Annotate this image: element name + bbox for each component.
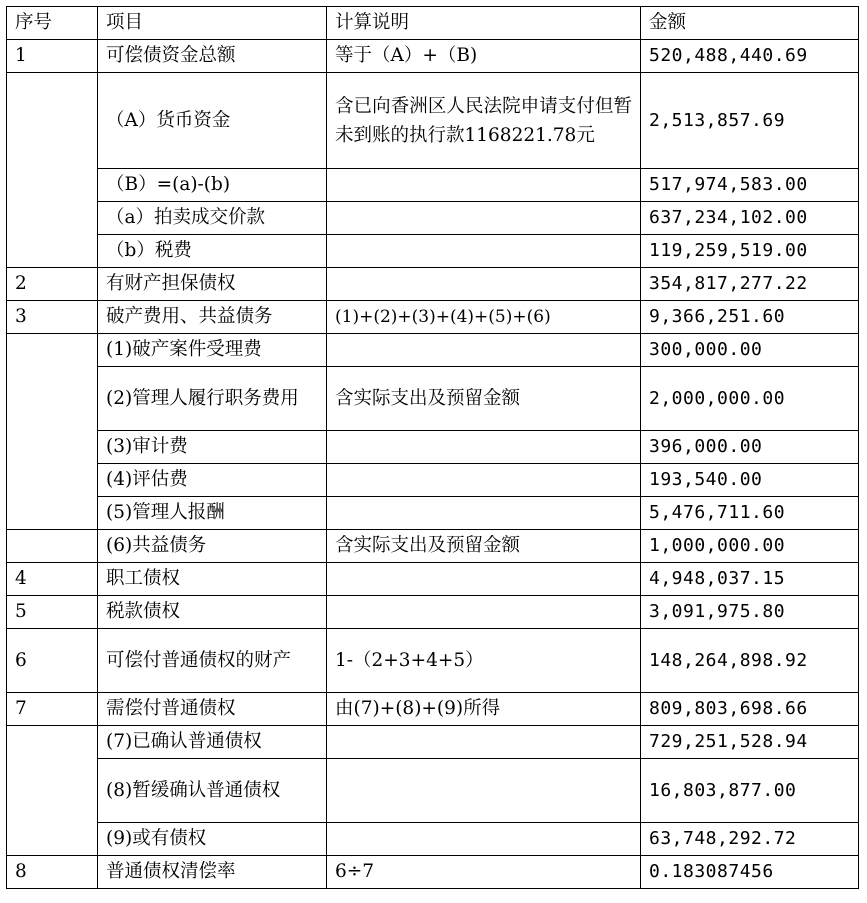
row-note: [327, 596, 641, 629]
row-amount: 63,748,292.72: [641, 823, 859, 856]
row-amount: 520,488,440.69: [641, 40, 859, 73]
table-row: [7, 759, 859, 823]
row-item: （A）货币资金: [98, 73, 327, 169]
row-note: [327, 202, 641, 235]
row-item: （b）税费: [98, 235, 327, 268]
header-row: [7, 7, 859, 40]
row-note: [327, 759, 641, 823]
row-seq: 1: [7, 40, 98, 73]
row-item: (1)破产案件受理费: [98, 334, 327, 367]
table-row: [7, 301, 859, 334]
table-row: [7, 726, 859, 759]
row-amount: 517,974,583.00: [641, 169, 859, 202]
row-item: 职工债权: [98, 563, 327, 596]
row-item: (3)审计费: [98, 431, 327, 464]
row-seq: 6: [7, 629, 98, 693]
row-seq: 8: [7, 856, 98, 889]
row-note: [327, 497, 641, 530]
table-row: [7, 596, 859, 629]
row-note: [327, 235, 641, 268]
row-item: (7)已确认普通债权: [98, 726, 327, 759]
header-seq: 序号: [7, 7, 98, 40]
row-note: 等于（A）+（B): [327, 40, 641, 73]
row-seq-merged: [7, 73, 98, 268]
row-amount: 3,091,975.80: [641, 596, 859, 629]
row-item: 可偿债资金总额: [98, 40, 327, 73]
row-note: 由(7)+(8)+(9)所得: [327, 693, 641, 726]
row-amount: 148,264,898.92: [641, 629, 859, 693]
table-row: [7, 40, 859, 73]
header-amount: 金额: [641, 7, 859, 40]
row-amount: 809,803,698.66: [641, 693, 859, 726]
row-note: [327, 726, 641, 759]
row-item: 可偿付普通债权的财产: [98, 629, 327, 693]
distribution-table: [6, 6, 859, 889]
row-amount: 0.183087456: [641, 856, 859, 889]
row-note: (1)+(2)+(3)+(4)+(5)+(6): [327, 301, 641, 334]
row-item: 需偿付普通债权: [98, 693, 327, 726]
row-item: (5)管理人报酬: [98, 497, 327, 530]
row-item: 普通债权清偿率: [98, 856, 327, 889]
table-row: [7, 202, 859, 235]
row-item: (9)或有债权: [98, 823, 327, 856]
row-item: (6)共益债务: [98, 530, 327, 563]
row-item: (8)暂缓确认普通债权: [98, 759, 327, 823]
table-row: [7, 367, 859, 431]
row-item: 有财产担保债权: [98, 268, 327, 301]
row-item: (4)评估费: [98, 464, 327, 497]
row-seq: 3: [7, 301, 98, 334]
row-amount: 9,366,251.60: [641, 301, 859, 334]
row-seq-merged: [7, 726, 98, 856]
header-item: 项目: [98, 7, 327, 40]
row-item: （B）=(a)-(b): [98, 169, 327, 202]
table-row: [7, 629, 859, 693]
row-amount: 119,259,519.00: [641, 235, 859, 268]
table-row: [7, 464, 859, 497]
table-row: [7, 73, 859, 169]
header-note: 计算说明: [327, 7, 641, 40]
row-note: [327, 334, 641, 367]
table-row: [7, 268, 859, 301]
row-note: 1-（2+3+4+5）: [327, 629, 641, 693]
row-seq: 5: [7, 596, 98, 629]
row-seq: [7, 530, 98, 563]
row-note: 含实际支出及预留金额: [327, 367, 641, 431]
row-amount: 354,817,277.22: [641, 268, 859, 301]
row-amount: 2,513,857.69: [641, 73, 859, 169]
row-note: 含已向香洲区人民法院申请支付但暂未到账的执行款1168221.78元: [327, 73, 641, 169]
table-row: [7, 823, 859, 856]
row-amount: 16,803,877.00: [641, 759, 859, 823]
row-seq: 4: [7, 563, 98, 596]
row-seq: 2: [7, 268, 98, 301]
table-row: [7, 856, 859, 889]
table-row: [7, 235, 859, 268]
table-row: [7, 530, 859, 563]
table-row: [7, 497, 859, 530]
table-row: [7, 334, 859, 367]
row-amount: 193,540.00: [641, 464, 859, 497]
row-amount: 4,948,037.15: [641, 563, 859, 596]
row-note: [327, 563, 641, 596]
row-note: [327, 431, 641, 464]
table-row: [7, 563, 859, 596]
table-row: [7, 693, 859, 726]
row-seq: 7: [7, 693, 98, 726]
row-amount: 300,000.00: [641, 334, 859, 367]
row-note: 含实际支出及预留金额: [327, 530, 641, 563]
row-amount: 396,000.00: [641, 431, 859, 464]
row-note: [327, 169, 641, 202]
row-item: (2)管理人履行职务费用: [98, 367, 327, 431]
row-amount: 1,000,000.00: [641, 530, 859, 563]
row-note: 6÷7: [327, 856, 641, 889]
table-row: [7, 169, 859, 202]
row-note: [327, 268, 641, 301]
row-amount: 2,000,000.00: [641, 367, 859, 431]
row-amount: 637,234,102.00: [641, 202, 859, 235]
row-seq-merged: [7, 334, 98, 530]
row-item: 破产费用、共益债务: [98, 301, 327, 334]
row-note: [327, 464, 641, 497]
row-amount: 729,251,528.94: [641, 726, 859, 759]
row-item: （a）拍卖成交价款: [98, 202, 327, 235]
row-item: 税款债权: [98, 596, 327, 629]
table-row: [7, 431, 859, 464]
row-amount: 5,476,711.60: [641, 497, 859, 530]
row-note: [327, 823, 641, 856]
